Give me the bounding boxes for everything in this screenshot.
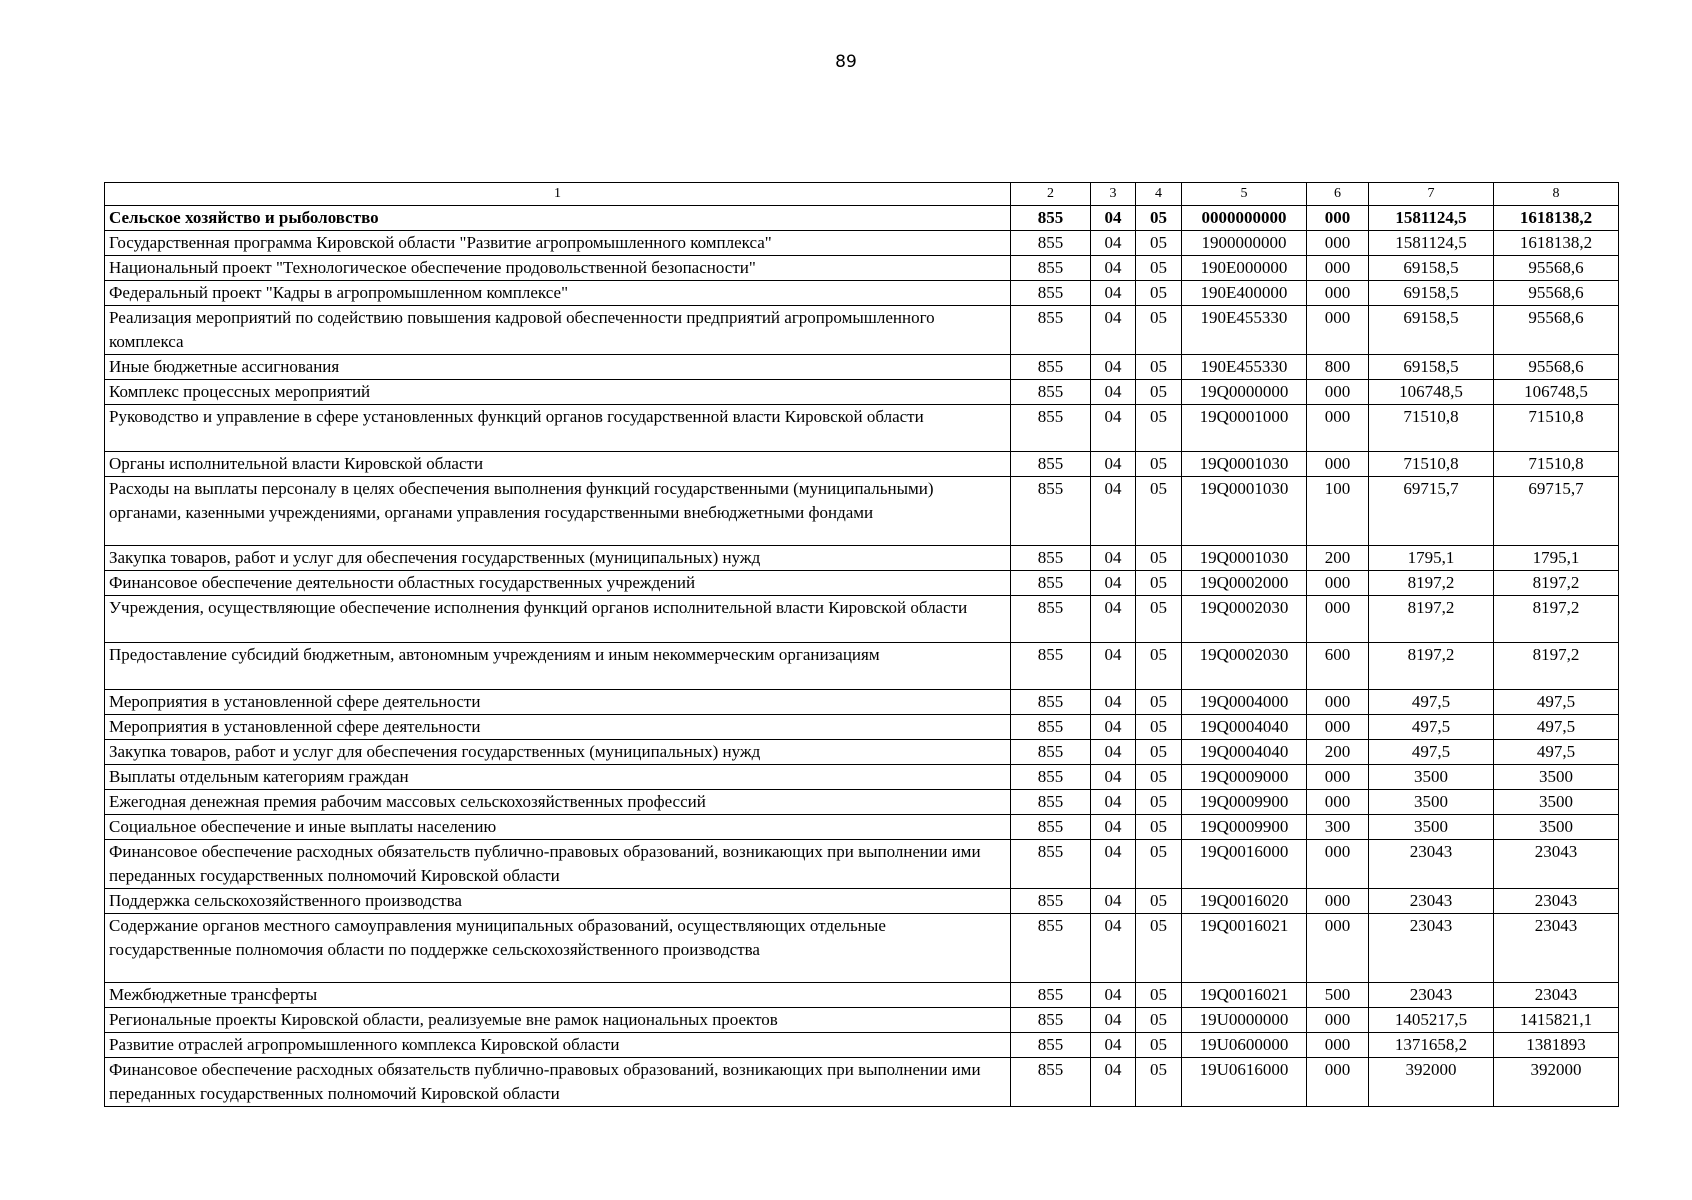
amount-year-1: 23043 — [1369, 914, 1494, 983]
admin-code: 855 — [1011, 815, 1091, 840]
table-row — [105, 1033, 1619, 1058]
expense-type: 200 — [1307, 546, 1369, 571]
row-name: Закупка товаров, работ и услуг для обеспечения государственных (муниципальных) нужд — [105, 740, 1011, 765]
amount-year-1: 1581124,5 — [1369, 206, 1494, 231]
section-code: 04 — [1091, 815, 1136, 840]
target-article: 190Е455330 — [1182, 306, 1307, 355]
row-name: Комплекс процессных мероприятий — [105, 380, 1011, 405]
table-row — [105, 840, 1619, 889]
target-article: 19Q0000000 — [1182, 380, 1307, 405]
expense-type: 000 — [1307, 405, 1369, 452]
admin-code: 855 — [1011, 571, 1091, 596]
expense-type: 000 — [1307, 790, 1369, 815]
table-row — [105, 1008, 1619, 1033]
amount-year-2: 71510,8 — [1494, 452, 1619, 477]
column-header: 3 — [1091, 183, 1136, 206]
amount-year-2: 23043 — [1494, 840, 1619, 889]
subsection-code: 05 — [1136, 206, 1182, 231]
admin-code: 855 — [1011, 790, 1091, 815]
row-name: Расходы на выплаты персоналу в целях обеспечения выполнения функций государственными (муниципальными) органами, казенными учреждениями, органами управления государственными внебюджетными фондами — [105, 477, 1011, 546]
subsection-code: 05 — [1136, 477, 1182, 546]
subsection-code: 05 — [1136, 355, 1182, 380]
section-code: 04 — [1091, 715, 1136, 740]
row-name: Мероприятия в установленной сфере деятельности — [105, 690, 1011, 715]
admin-code: 855 — [1011, 715, 1091, 740]
amount-year-2: 95568,6 — [1494, 281, 1619, 306]
amount-year-1: 8197,2 — [1369, 571, 1494, 596]
expense-type: 000 — [1307, 206, 1369, 231]
table-row — [105, 355, 1619, 380]
section-code: 04 — [1091, 1058, 1136, 1107]
subsection-code: 05 — [1136, 571, 1182, 596]
subsection-code: 05 — [1136, 306, 1182, 355]
subsection-code: 05 — [1136, 380, 1182, 405]
target-article: 19Q0004040 — [1182, 715, 1307, 740]
amount-year-2: 497,5 — [1494, 690, 1619, 715]
admin-code: 855 — [1011, 546, 1091, 571]
subsection-code: 05 — [1136, 452, 1182, 477]
section-code: 04 — [1091, 643, 1136, 690]
admin-code: 855 — [1011, 452, 1091, 477]
target-article: 19Q0001030 — [1182, 546, 1307, 571]
amount-year-2: 95568,6 — [1494, 306, 1619, 355]
amount-year-1: 69158,5 — [1369, 281, 1494, 306]
target-article: 19U0600000 — [1182, 1033, 1307, 1058]
admin-code: 855 — [1011, 983, 1091, 1008]
column-header: 6 — [1307, 183, 1369, 206]
target-article: 1900000000 — [1182, 231, 1307, 256]
row-name: Предоставление субсидий бюджетным, автономным учреждениям и иным некоммерческим организациям — [105, 643, 1011, 690]
table-row — [105, 380, 1619, 405]
target-article: 19Q0002030 — [1182, 596, 1307, 643]
row-name: Региональные проекты Кировской области, реализуемые вне рамок национальных проектов — [105, 1008, 1011, 1033]
section-code: 04 — [1091, 983, 1136, 1008]
table-row — [105, 231, 1619, 256]
expense-type: 000 — [1307, 1058, 1369, 1107]
amount-year-1: 71510,8 — [1369, 452, 1494, 477]
target-article: 19U0000000 — [1182, 1008, 1307, 1033]
target-article: 19Q0016021 — [1182, 983, 1307, 1008]
subsection-code: 05 — [1136, 790, 1182, 815]
admin-code: 855 — [1011, 1033, 1091, 1058]
admin-code: 855 — [1011, 740, 1091, 765]
amount-year-2: 1795,1 — [1494, 546, 1619, 571]
amount-year-1: 1405217,5 — [1369, 1008, 1494, 1033]
row-name: Ежегодная денежная премия рабочим массовых сельскохозяйственных профессий — [105, 790, 1011, 815]
amount-year-2: 1618138,2 — [1494, 206, 1619, 231]
expense-type: 000 — [1307, 715, 1369, 740]
target-article: 19Q0001030 — [1182, 477, 1307, 546]
target-article: 19Q0001030 — [1182, 452, 1307, 477]
amount-year-2: 71510,8 — [1494, 405, 1619, 452]
amount-year-1: 69715,7 — [1369, 477, 1494, 546]
section-code: 04 — [1091, 690, 1136, 715]
amount-year-1: 69158,5 — [1369, 306, 1494, 355]
table-row — [105, 405, 1619, 452]
section-code: 04 — [1091, 596, 1136, 643]
table-row — [105, 571, 1619, 596]
amount-year-1: 497,5 — [1369, 715, 1494, 740]
section-code: 04 — [1091, 306, 1136, 355]
amount-year-2: 8197,2 — [1494, 571, 1619, 596]
table-row — [105, 306, 1619, 355]
expense-type: 100 — [1307, 477, 1369, 546]
target-article: 19Q0016021 — [1182, 914, 1307, 983]
expense-type: 000 — [1307, 452, 1369, 477]
column-header: 1 — [105, 183, 1011, 206]
amount-year-2: 8197,2 — [1494, 596, 1619, 643]
section-code: 04 — [1091, 477, 1136, 546]
table-row — [105, 206, 1619, 231]
row-name: Федеральный проект "Кадры в агропромышленном комплексе" — [105, 281, 1011, 306]
table-row — [105, 452, 1619, 477]
target-article: 190Е400000 — [1182, 281, 1307, 306]
amount-year-1: 3500 — [1369, 815, 1494, 840]
amount-year-1: 497,5 — [1369, 740, 1494, 765]
row-name: Финансовое обеспечение расходных обязательств публично-правовых образований, возникающих при выполнении ими переданных государственных полномочий Кировской области — [105, 840, 1011, 889]
expense-type: 600 — [1307, 643, 1369, 690]
target-article: 19Q0004040 — [1182, 740, 1307, 765]
section-code: 04 — [1091, 1033, 1136, 1058]
admin-code: 855 — [1011, 643, 1091, 690]
target-article: 19Q0002030 — [1182, 643, 1307, 690]
expense-type: 200 — [1307, 740, 1369, 765]
section-code: 04 — [1091, 765, 1136, 790]
section-code: 04 — [1091, 405, 1136, 452]
subsection-code: 05 — [1136, 1033, 1182, 1058]
target-article: 19Q0016000 — [1182, 840, 1307, 889]
amount-year-1: 71510,8 — [1369, 405, 1494, 452]
budget-table — [104, 182, 1619, 1107]
amount-year-2: 23043 — [1494, 914, 1619, 983]
amount-year-2: 497,5 — [1494, 740, 1619, 765]
column-number-row — [105, 183, 1619, 206]
section-code: 04 — [1091, 206, 1136, 231]
row-name: Выплаты отдельным категориям граждан — [105, 765, 1011, 790]
amount-year-2: 23043 — [1494, 889, 1619, 914]
section-code: 04 — [1091, 281, 1136, 306]
amount-year-1: 69158,5 — [1369, 256, 1494, 281]
subsection-code: 05 — [1136, 546, 1182, 571]
amount-year-2: 95568,6 — [1494, 355, 1619, 380]
table-row — [105, 790, 1619, 815]
column-header: 2 — [1011, 183, 1091, 206]
amount-year-1: 3500 — [1369, 790, 1494, 815]
admin-code: 855 — [1011, 380, 1091, 405]
amount-year-1: 106748,5 — [1369, 380, 1494, 405]
row-name: Иные бюджетные ассигнования — [105, 355, 1011, 380]
subsection-code: 05 — [1136, 740, 1182, 765]
row-name: Содержание органов местного самоуправления муниципальных образований, осуществляющих отдельные государственные полномочия области по поддержке сельскохозяйственного производства — [105, 914, 1011, 983]
amount-year-2: 1415821,1 — [1494, 1008, 1619, 1033]
expense-type: 300 — [1307, 815, 1369, 840]
section-code: 04 — [1091, 889, 1136, 914]
table-row — [105, 889, 1619, 914]
expense-type: 000 — [1307, 596, 1369, 643]
amount-year-2: 3500 — [1494, 815, 1619, 840]
table-row — [105, 690, 1619, 715]
row-name: Органы исполнительной власти Кировской области — [105, 452, 1011, 477]
admin-code: 855 — [1011, 914, 1091, 983]
row-name: Финансовое обеспечение расходных обязательств публично-правовых образований, возникающих при выполнении ими переданных государственных полномочий Кировской области — [105, 1058, 1011, 1107]
amount-year-1: 23043 — [1369, 840, 1494, 889]
expense-type: 000 — [1307, 914, 1369, 983]
table-row — [105, 477, 1619, 546]
admin-code: 855 — [1011, 889, 1091, 914]
amount-year-2: 1618138,2 — [1494, 231, 1619, 256]
table-row — [105, 546, 1619, 571]
table-row — [105, 643, 1619, 690]
target-article: 19Q0009000 — [1182, 765, 1307, 790]
subsection-code: 05 — [1136, 840, 1182, 889]
section-code: 04 — [1091, 546, 1136, 571]
table-row — [105, 914, 1619, 983]
amount-year-1: 3500 — [1369, 765, 1494, 790]
amount-year-1: 69158,5 — [1369, 355, 1494, 380]
expense-type: 800 — [1307, 355, 1369, 380]
admin-code: 855 — [1011, 690, 1091, 715]
table-row — [105, 256, 1619, 281]
expense-type: 000 — [1307, 1033, 1369, 1058]
admin-code: 855 — [1011, 355, 1091, 380]
expense-type: 000 — [1307, 889, 1369, 914]
row-name: Поддержка сельскохозяйственного производства — [105, 889, 1011, 914]
subsection-code: 05 — [1136, 815, 1182, 840]
subsection-code: 05 — [1136, 914, 1182, 983]
target-article: 19Q0009900 — [1182, 790, 1307, 815]
section-code: 04 — [1091, 452, 1136, 477]
section-code: 04 — [1091, 840, 1136, 889]
amount-year-1: 23043 — [1369, 889, 1494, 914]
target-article: 190Е000000 — [1182, 256, 1307, 281]
expense-type: 000 — [1307, 840, 1369, 889]
column-header: 4 — [1136, 183, 1182, 206]
expense-type: 000 — [1307, 256, 1369, 281]
table-row — [105, 983, 1619, 1008]
row-name: Руководство и управление в сфере установленных функций органов государственной власти Кировской области — [105, 405, 1011, 452]
amount-year-2: 1381893 — [1494, 1033, 1619, 1058]
section-code: 04 — [1091, 231, 1136, 256]
row-name: Государственная программа Кировской области "Развитие агропромышленного комплекса" — [105, 231, 1011, 256]
section-code: 04 — [1091, 256, 1136, 281]
expense-type: 000 — [1307, 281, 1369, 306]
target-article: 19Q0009900 — [1182, 815, 1307, 840]
table-row — [105, 1058, 1619, 1107]
section-code: 04 — [1091, 914, 1136, 983]
admin-code: 855 — [1011, 206, 1091, 231]
row-name: Учреждения, осуществляющие обеспечение исполнения функций органов исполнительной власти Кировской области — [105, 596, 1011, 643]
section-code: 04 — [1091, 1008, 1136, 1033]
expense-type: 000 — [1307, 380, 1369, 405]
amount-year-1: 23043 — [1369, 983, 1494, 1008]
section-code: 04 — [1091, 790, 1136, 815]
row-name: Закупка товаров, работ и услуг для обеспечения государственных (муниципальных) нужд — [105, 546, 1011, 571]
amount-year-1: 8197,2 — [1369, 643, 1494, 690]
amount-year-2: 95568,6 — [1494, 256, 1619, 281]
table-row — [105, 740, 1619, 765]
subsection-code: 05 — [1136, 405, 1182, 452]
amount-year-2: 69715,7 — [1494, 477, 1619, 546]
amount-year-1: 497,5 — [1369, 690, 1494, 715]
section-code: 04 — [1091, 380, 1136, 405]
column-header: 5 — [1182, 183, 1307, 206]
admin-code: 855 — [1011, 596, 1091, 643]
section-code: 04 — [1091, 740, 1136, 765]
amount-year-2: 23043 — [1494, 983, 1619, 1008]
target-article: 19Q0004000 — [1182, 690, 1307, 715]
subsection-code: 05 — [1136, 256, 1182, 281]
admin-code: 855 — [1011, 765, 1091, 790]
admin-code: 855 — [1011, 840, 1091, 889]
table-row — [105, 765, 1619, 790]
admin-code: 855 — [1011, 1058, 1091, 1107]
target-article: 19Q0016020 — [1182, 889, 1307, 914]
expense-type: 000 — [1307, 690, 1369, 715]
subsection-code: 05 — [1136, 643, 1182, 690]
admin-code: 855 — [1011, 1008, 1091, 1033]
admin-code: 855 — [1011, 477, 1091, 546]
subsection-code: 05 — [1136, 690, 1182, 715]
target-article: 190Е455330 — [1182, 355, 1307, 380]
subsection-code: 05 — [1136, 596, 1182, 643]
row-name: Сельское хозяйство и рыболовство — [105, 206, 1011, 231]
target-article: 19Q0002000 — [1182, 571, 1307, 596]
target-article: 0000000000 — [1182, 206, 1307, 231]
expense-type: 000 — [1307, 765, 1369, 790]
subsection-code: 05 — [1136, 983, 1182, 1008]
expense-type: 000 — [1307, 231, 1369, 256]
table-row — [105, 596, 1619, 643]
amount-year-2: 8197,2 — [1494, 643, 1619, 690]
row-name: Межбюджетные трансферты — [105, 983, 1011, 1008]
row-name: Национальный проект "Технологическое обеспечение продовольственной безопасности" — [105, 256, 1011, 281]
section-code: 04 — [1091, 571, 1136, 596]
row-name: Реализация мероприятий по содействию повышения кадровой обеспеченности предприятий агропромышленного комплекса — [105, 306, 1011, 355]
page-number: 89 — [835, 52, 857, 72]
expense-type: 500 — [1307, 983, 1369, 1008]
subsection-code: 05 — [1136, 281, 1182, 306]
amount-year-1: 1795,1 — [1369, 546, 1494, 571]
amount-year-1: 1581124,5 — [1369, 231, 1494, 256]
expense-type: 000 — [1307, 571, 1369, 596]
table-row — [105, 715, 1619, 740]
expense-type: 000 — [1307, 1008, 1369, 1033]
subsection-code: 05 — [1136, 1058, 1182, 1107]
subsection-code: 05 — [1136, 889, 1182, 914]
admin-code: 855 — [1011, 231, 1091, 256]
admin-code: 855 — [1011, 405, 1091, 452]
amount-year-2: 497,5 — [1494, 715, 1619, 740]
subsection-code: 05 — [1136, 715, 1182, 740]
column-header: 7 — [1369, 183, 1494, 206]
subsection-code: 05 — [1136, 231, 1182, 256]
column-header: 8 — [1494, 183, 1619, 206]
expense-type: 000 — [1307, 306, 1369, 355]
row-name: Развитие отраслей агропромышленного комплекса Кировской области — [105, 1033, 1011, 1058]
target-article: 19U0616000 — [1182, 1058, 1307, 1107]
section-code: 04 — [1091, 355, 1136, 380]
subsection-code: 05 — [1136, 1008, 1182, 1033]
row-name: Социальное обеспечение и иные выплаты населению — [105, 815, 1011, 840]
amount-year-1: 8197,2 — [1369, 596, 1494, 643]
table-row — [105, 281, 1619, 306]
subsection-code: 05 — [1136, 765, 1182, 790]
amount-year-2: 106748,5 — [1494, 380, 1619, 405]
amount-year-2: 3500 — [1494, 765, 1619, 790]
admin-code: 855 — [1011, 306, 1091, 355]
amount-year-2: 392000 — [1494, 1058, 1619, 1107]
amount-year-1: 392000 — [1369, 1058, 1494, 1107]
admin-code: 855 — [1011, 256, 1091, 281]
amount-year-1: 1371658,2 — [1369, 1033, 1494, 1058]
row-name: Мероприятия в установленной сфере деятельности — [105, 715, 1011, 740]
admin-code: 855 — [1011, 281, 1091, 306]
amount-year-2: 3500 — [1494, 790, 1619, 815]
row-name: Финансовое обеспечение деятельности областных государственных учреждений — [105, 571, 1011, 596]
table-row — [105, 815, 1619, 840]
target-article: 19Q0001000 — [1182, 405, 1307, 452]
